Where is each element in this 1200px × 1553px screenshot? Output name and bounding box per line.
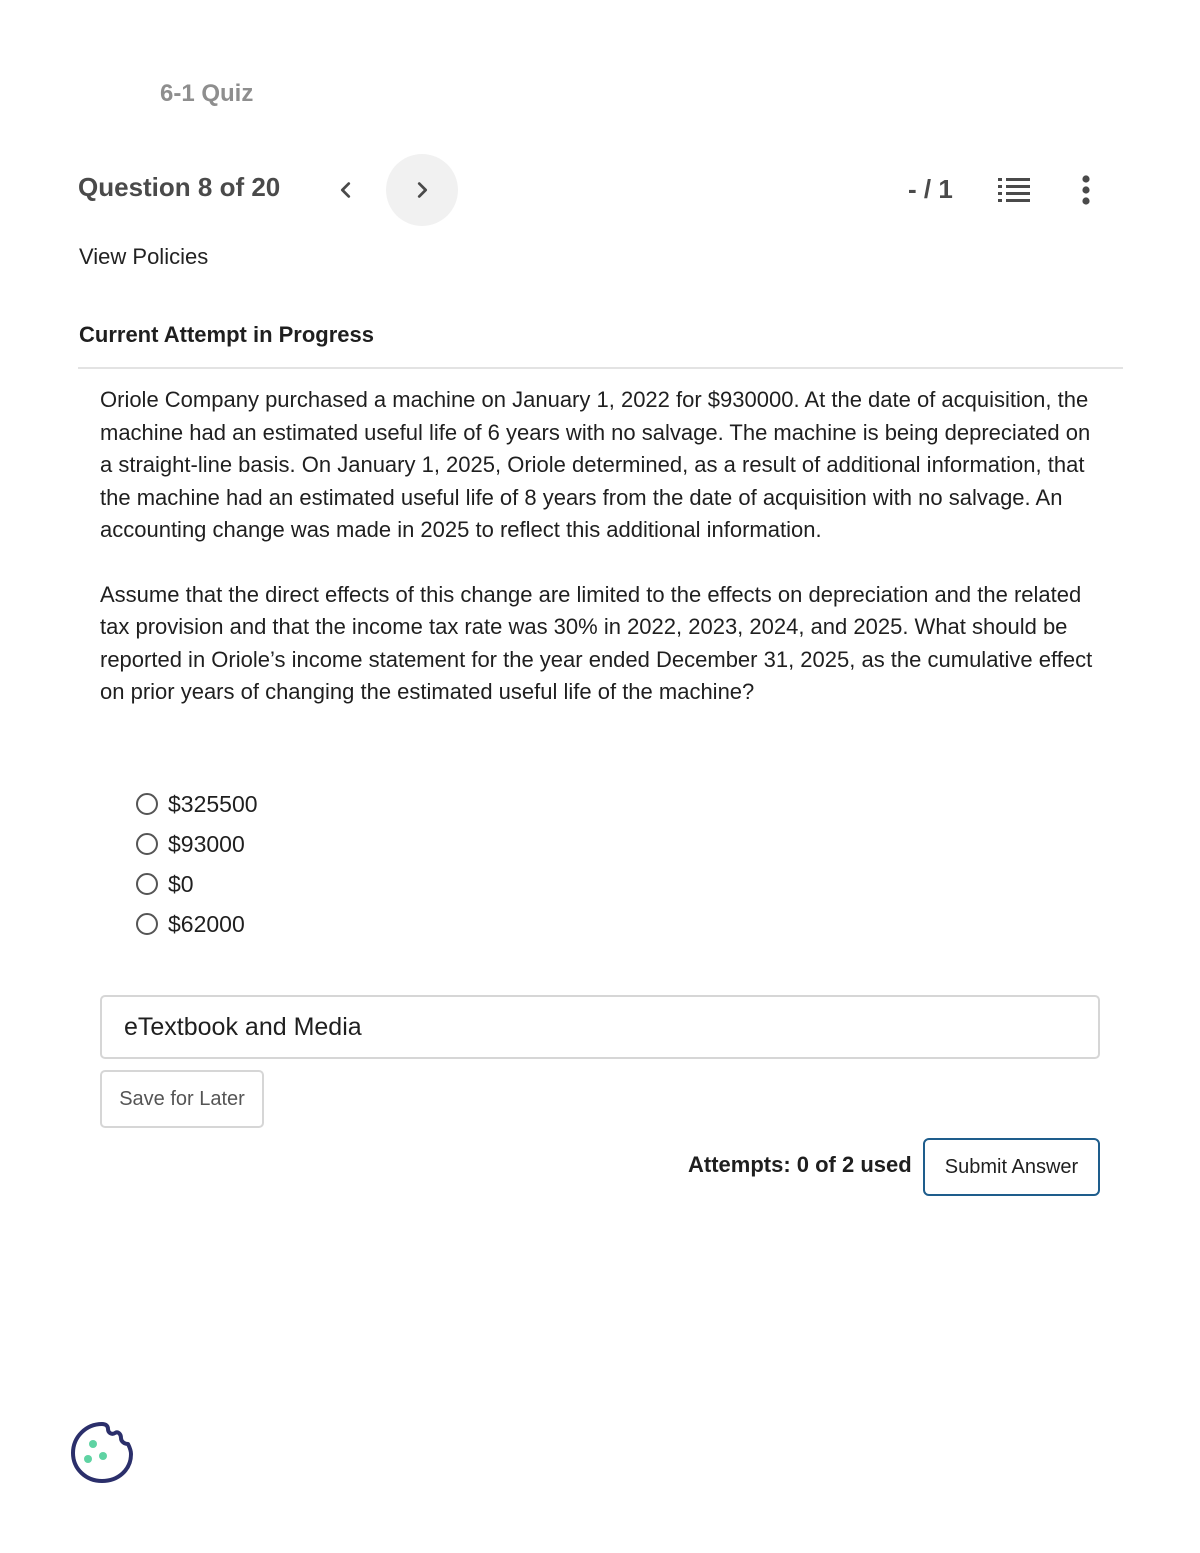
cookie-icon [70, 1420, 134, 1484]
answer-option-label: $325500 [168, 790, 258, 817]
attempt-heading: Current Attempt in Progress [79, 322, 375, 347]
previous-question-button[interactable] [310, 154, 382, 226]
cookie-settings-button[interactable] [70, 1420, 134, 1484]
radio-button[interactable] [136, 793, 158, 815]
etextbook-media-label: eTextbook and Media [124, 1012, 362, 1041]
question-paragraph: Assume that the direct effects of this change are limited to the effects on depreciation and the related tax provision and that the income tax rate was 30% in 2022, 2023, 2024, and 2025. What should be reported in Oriole’s income statement for the year ended December 31, 2025, as the cumulative effect on prior years of changing the estimated useful life of the machine? [100, 581, 1093, 704]
answer-option-label: $0 [168, 870, 194, 897]
chevron-left-icon [335, 179, 357, 201]
question-counter: Question 8 of 20 [78, 172, 281, 202]
chevron-right-icon [411, 179, 433, 201]
next-question-button[interactable] [386, 154, 458, 226]
more-options-button[interactable] [1072, 172, 1100, 208]
question-paragraph: Oriole Company purchased a machine on January 1, 2022 for $930000. At the date of acquisition, the machine had an estimated useful life of 6 years with no salvage. The machine is being depreciated on a straight-line basis. On January 1, 2025, Oriole determined, as a result of additional information, that the machine had an estimated useful life of 8 years from the date of acquisition with no salvage. An accounting change was made in 2025 to reflect this additional information. [100, 387, 1091, 542]
radio-button[interactable] [136, 833, 158, 855]
answer-option[interactable] [136, 864, 258, 904]
submit-answer-button[interactable]: Submit Answer [923, 1138, 1100, 1196]
more-vertical-icon [1081, 175, 1091, 205]
question-score: - / 1 [908, 174, 953, 204]
answer-option-label: $93000 [168, 830, 245, 857]
answer-options [136, 784, 258, 944]
answer-option-label: $62000 [168, 910, 245, 937]
attempts-counter: Attempts: 0 of 2 used [688, 1152, 912, 1177]
answer-option[interactable] [136, 824, 258, 864]
divider [78, 367, 1123, 369]
question-header [78, 154, 1122, 226]
save-for-later-button[interactable]: Save for Later [100, 1070, 264, 1128]
question-list-button[interactable] [994, 172, 1034, 208]
etextbook-media-panel[interactable] [100, 995, 1100, 1059]
answer-option[interactable] [136, 784, 258, 824]
radio-button[interactable] [136, 913, 158, 935]
answer-option[interactable] [136, 904, 258, 944]
question-text [100, 384, 1105, 709]
view-policies-link[interactable]: View Policies [79, 244, 209, 269]
radio-button[interactable] [136, 873, 158, 895]
quiz-title: 6-1 Quiz [160, 80, 254, 107]
numbered-list-icon [998, 176, 1030, 204]
